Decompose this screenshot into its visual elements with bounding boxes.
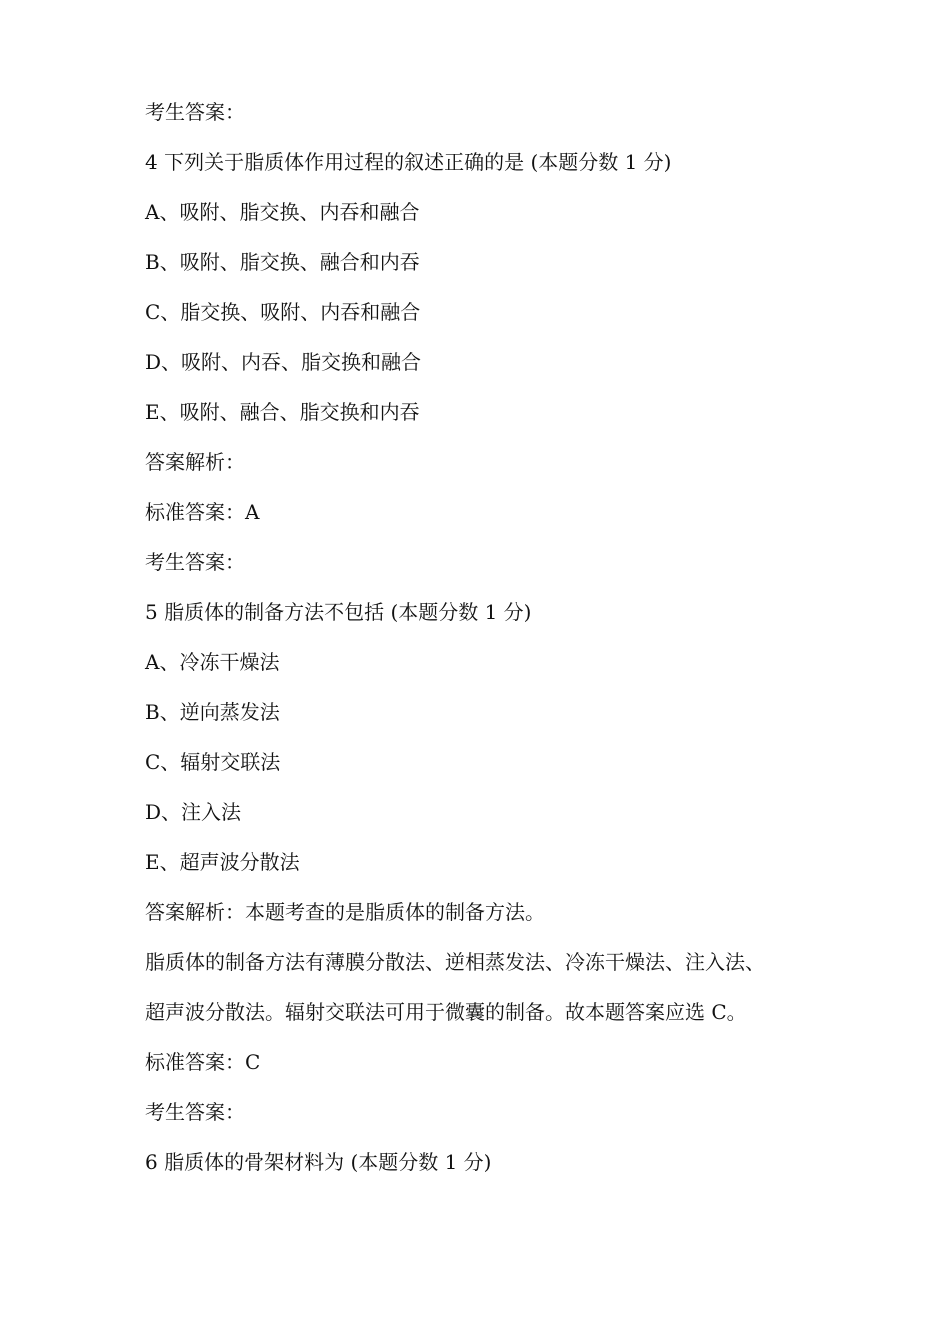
question-6-title: 6 脂质体的骨架材料为 (本题分数 1 分)	[145, 1150, 492, 1174]
question-4-standard-answer: 标准答案：A	[145, 500, 260, 524]
question-4-title: 4 下列关于脂质体作用过程的叙述正确的是 (本题分数 1 分)	[145, 150, 672, 174]
question-5-option-e: E、超声波分散法	[145, 850, 300, 874]
examinee-answer-label-q3: 考生答案：	[145, 100, 245, 124]
question-4-option-a: A、吸附、脂交换、内吞和融合	[145, 200, 420, 224]
question-5-option-d: D、注入法	[145, 800, 242, 824]
question-4-answer-analysis: 答案解析：	[145, 450, 245, 474]
question-4-examinee-answer: 考生答案：	[145, 550, 245, 574]
question-5-answer-analysis: 答案解析：本题考查的是脂质体的制备方法。	[145, 900, 545, 924]
question-4-option-b: B、吸附、脂交换、融合和内吞	[145, 250, 420, 274]
question-5-standard-answer: 标准答案：C	[145, 1050, 261, 1074]
question-5-option-b: B、逆向蒸发法	[145, 700, 280, 724]
question-4-option-d: D、吸附、内吞、脂交换和融合	[145, 350, 422, 374]
question-5-examinee-answer: 考生答案：	[145, 1100, 245, 1124]
document-content	[145, 100, 845, 1200]
question-4-option-e: E、吸附、融合、脂交换和内吞	[145, 400, 420, 424]
question-5-title: 5 脂质体的制备方法不包括 (本题分数 1 分)	[145, 600, 532, 624]
question-5-option-a: A、冷冻干燥法	[145, 650, 280, 674]
question-5-analysis-line-1: 脂质体的制备方法有薄膜分散法、逆相蒸发法、冷冻干燥法、注入法、	[145, 950, 765, 974]
question-5-option-c: C、辐射交联法	[145, 750, 281, 774]
question-4-option-c: C、脂交换、吸附、内吞和融合	[145, 300, 421, 324]
question-5-analysis-line-2: 超声波分散法。辐射交联法可用于微囊的制备。故本题答案应选 C。	[145, 1000, 747, 1024]
